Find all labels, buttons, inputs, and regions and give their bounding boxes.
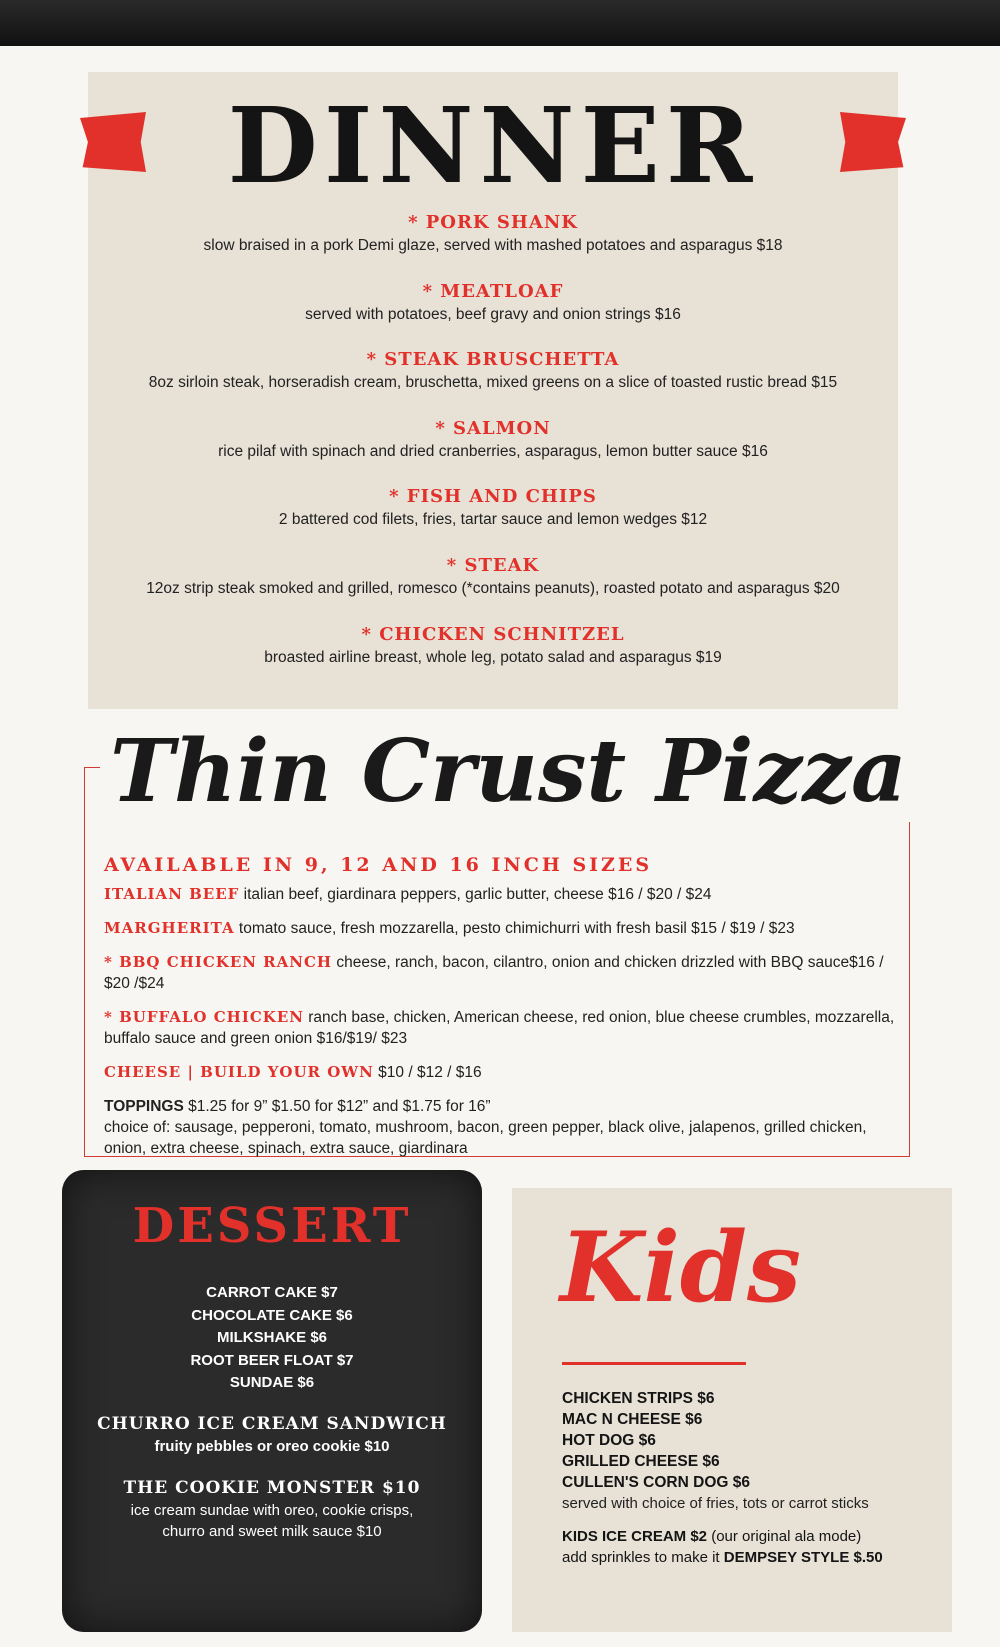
dinner-item-steak-bruschetta (88, 348, 898, 417)
kids-ice-label: KIDS ICE CREAM $2 (562, 1528, 708, 1545)
dinner-item-name: * FISH AND CHIPS (389, 486, 597, 508)
dinner-item-desc: 12oz strip steak smoked and grilled, romesco (*contains peanuts), roasted potato and asparagus $20 (146, 579, 840, 597)
dinner-section (88, 72, 898, 709)
pizza-item-desc: ranch base, chicken, American cheese, red onion, blue cheese crumbles, mozzarella, buffalo sauce and green onion $16/$19/ $23 (104, 1009, 895, 1047)
pizza-item-name: * BBQ CHICKEN RANCH (104, 953, 333, 971)
pizza-item-bbq-chicken-ranch (104, 952, 904, 994)
pizza-item-name: ITALIAN BEEF (104, 885, 240, 903)
kids-ice-note: (our original ala mode) (707, 1528, 862, 1545)
pizza-sizes: AVAILABLE IN 9, 12 AND 16 INCH SIZES (104, 854, 653, 876)
dinner-item-name: * SALMON (435, 417, 551, 439)
dinner-item-desc: rice pilaf with spinach and dried cranberries, asparagus, lemon butter sauce $16 (218, 442, 768, 460)
kids-item: MAC N CHEESE $6 (562, 1411, 703, 1428)
dinner-item-desc: 2 battered cod filets, fries, tartar sauce and lemon wedges $12 (278, 511, 708, 529)
kids-ice-cream (562, 1526, 942, 1568)
pizza-item-desc: $10 / $12 / $16 (373, 1064, 482, 1081)
kids-dempsey-style: DEMPSEY STYLE $.50 (723, 1549, 883, 1566)
dinner-item-desc: 8oz sirloin steak, horseradish cream, bruschetta, mixed greens on a slice of toasted rustic bread $15 (148, 374, 838, 392)
pizza-toppings (104, 1096, 904, 1159)
pizza-item-name: CHEESE | BUILD YOUR OWN (104, 1063, 374, 1081)
dinner-item-desc: served with potatoes, beef gravy and onion strings $16 (305, 305, 681, 323)
dinner-item-name: * PORK SHANK (408, 212, 578, 233)
top-bar (0, 0, 1000, 46)
kids-divider (562, 1362, 746, 1365)
kids-item: CULLEN'S CORN DOG $6 (562, 1474, 750, 1491)
cookie-monster-name: THE COOKIE MONSTER $10 (123, 1478, 421, 1498)
kids-item: CHICKEN STRIPS $6 (562, 1390, 715, 1407)
cookie-monster-desc-2: churro and sweet milk sauce $10 (162, 1523, 382, 1540)
dessert-list (62, 1282, 482, 1395)
dinner-title: DINNER (227, 84, 759, 207)
pizza-item-desc: italian beef, giardinara peppers, garlic butter, cheese $16 / $20 / $24 (239, 886, 712, 903)
dinner-item-desc: broasted airline breast, whole leg, potato salad and asparagus $19 (264, 648, 722, 666)
pizza-section (104, 852, 904, 1159)
pizza-item-buffalo-chicken (104, 1007, 904, 1049)
dinner-item-name: * CHICKEN SCHNITZEL (361, 623, 625, 645)
kids-section (512, 1188, 952, 1632)
pizza-item-italian-beef (104, 884, 904, 905)
dessert-item: CHOCOLATE CAKE $6 (191, 1306, 353, 1324)
churro-name: CHURRO ICE CREAM SANDWICH (97, 1414, 447, 1434)
pizza-item-desc: cheese, ranch, bacon, cilantro, onion and chicken drizzled with BBQ sauce$16 / $20 /$24 (104, 954, 884, 992)
pizza-item-name: * BUFFALO CHICKEN (104, 1008, 304, 1026)
pizza-item-desc: tomato sauce, fresh mozzarella, pesto chimichurri with fresh basil $15 / $19 / $23 (234, 920, 795, 937)
dessert-item: CARROT CAKE $7 (206, 1284, 338, 1301)
kids-sides: served with choice of fries, tots or carrot sticks (562, 1495, 869, 1512)
kids-item: GRILLED CHEESE $6 (562, 1453, 720, 1470)
kids-sprinkles-text: add sprinkles to make it (562, 1549, 724, 1566)
dinner-item-name: * MEATLOAF (422, 280, 564, 302)
dinner-item-pork-shank (88, 211, 898, 280)
toppings-label: TOPPINGS (104, 1098, 184, 1115)
pizza-item-cheese-build-your-own (104, 1062, 904, 1083)
cookie-monster-desc-1: ice cream sundae with oreo, cookie crisps, (130, 1502, 414, 1519)
dessert-section (62, 1170, 482, 1632)
dessert-item: SUNDAE $6 (229, 1374, 315, 1391)
dinner-item-chicken-schnitzel (88, 623, 898, 692)
kids-list (562, 1388, 942, 1568)
kids-item: HOT DOG $6 (562, 1432, 656, 1449)
dessert-item: ROOT BEER FLOAT $7 (190, 1351, 354, 1369)
pizza-item-name: MARGHERITA (104, 919, 235, 937)
kids-sprinkles (562, 1547, 942, 1568)
dessert-churro (62, 1412, 482, 1457)
dinner-item-name: * STEAK BRUSCHETTA (366, 349, 620, 371)
pizza-title: Thin Crust Pizza (100, 722, 921, 822)
dinner-item-steak (88, 554, 898, 623)
dinner-item-name: * STEAK (446, 554, 540, 576)
dinner-item-desc: slow braised in a pork Demi glaze, served with mashed potatoes and asparagus $18 (203, 237, 783, 254)
dessert-cookie-monster (62, 1476, 482, 1542)
dinner-items (88, 211, 898, 691)
dessert-item: MILKSHAKE $6 (216, 1329, 328, 1346)
pizza-item-margherita (104, 918, 904, 939)
dinner-item-fish-and-chips (88, 485, 898, 554)
dinner-item-salmon (88, 417, 898, 486)
dessert-title: DESSERT (132, 1198, 412, 1254)
toppings-choices: choice of: sausage, pepperoni, tomato, mushroom, bacon, green pepper, black olive, jalapenos, grilled chicken, onion, extra cheese, spinach, extra sauce, giardinara (104, 1119, 867, 1157)
toppings-prices: $1.25 for 9” $1.50 for $12” and $1.75 for 16” (183, 1098, 491, 1115)
dinner-item-meatloaf (88, 280, 898, 349)
churro-desc: fruity pebbles or oreo cookie $10 (154, 1438, 390, 1455)
kids-title: Kids (560, 1211, 802, 1324)
